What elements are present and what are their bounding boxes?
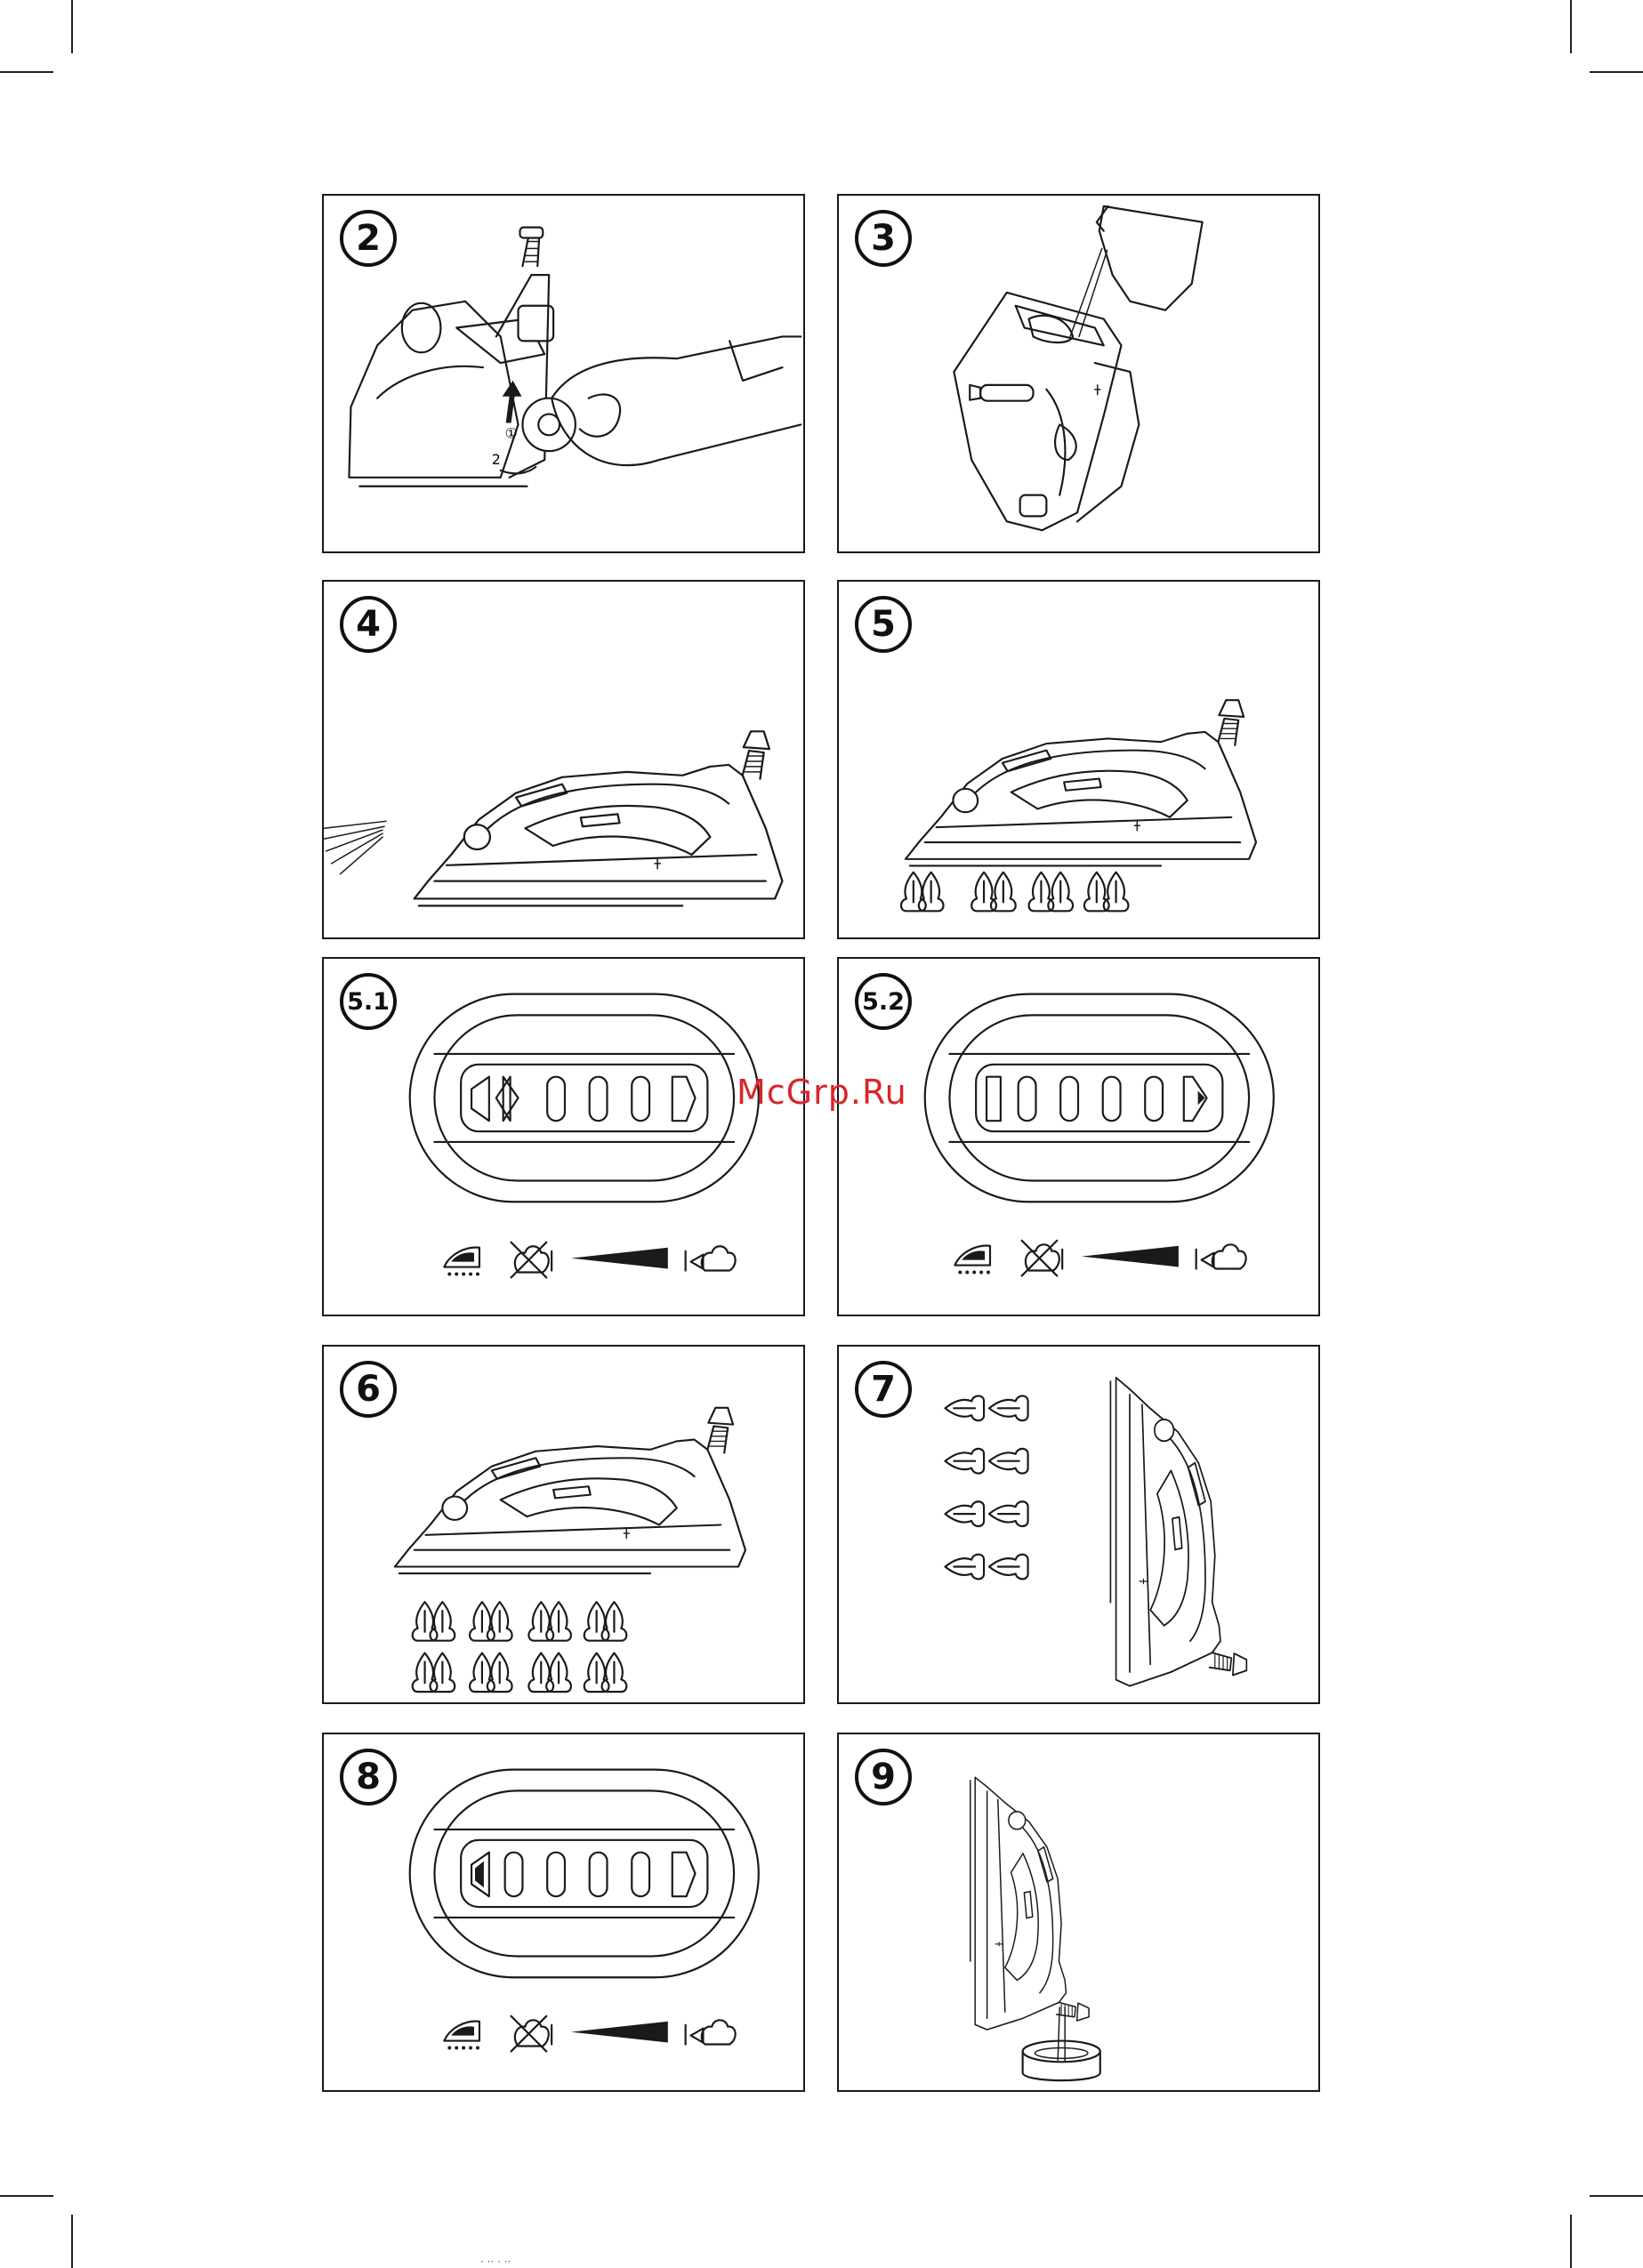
step-number: 5.2 (862, 987, 905, 1016)
panel-step-5-1 (322, 957, 805, 1316)
crop-mark (1570, 0, 1572, 53)
step-number-badge (340, 596, 397, 653)
step-number: 4 (356, 604, 381, 645)
step-number-badge (855, 1361, 912, 1418)
crop-mark (0, 2195, 53, 2197)
step-number: 5.1 (347, 987, 390, 1016)
panel-step-8 (322, 1733, 805, 2092)
steam-dial-off-illustration (324, 1734, 803, 2090)
step-number: 3 (871, 218, 896, 259)
crop-mark (71, 0, 73, 53)
step-number: 8 (356, 1757, 381, 1798)
crop-mark (0, 71, 53, 73)
step-number-badge (340, 1361, 397, 1418)
step-number-badge (855, 1749, 912, 1806)
step-number-badge (340, 1749, 397, 1806)
step-number-badge (340, 210, 397, 267)
panel-step-3 (837, 194, 1320, 553)
self-clean-illustration (839, 1734, 1318, 2090)
panel-step-5-2 (837, 957, 1320, 1316)
steam-dial-minimum-illustration (324, 959, 803, 1315)
crop-mark (1570, 2215, 1572, 2268)
iron-steam-illustration (839, 582, 1318, 937)
iron-detach-illustration (324, 196, 803, 551)
steam-dial-maximum-illustration (839, 959, 1318, 1315)
panel-step-2 (322, 194, 805, 553)
vertical-steam-illustration (839, 1347, 1318, 1702)
crop-mark (1590, 71, 1643, 73)
crop-mark (1590, 2195, 1643, 2197)
step-number-badge (855, 973, 912, 1030)
panel-step-9 (837, 1733, 1320, 2092)
step-number-badge (340, 973, 397, 1030)
step-number: 9 (871, 1757, 896, 1798)
print-footer: · ·· · ·· (480, 2256, 511, 2268)
step-number: 5 (871, 604, 896, 645)
watermark: McGrp.Ru (737, 1073, 907, 1112)
step-number: 7 (871, 1369, 896, 1410)
iron-shot-of-steam-illustration (324, 1347, 803, 1702)
step-number: 6 (356, 1369, 381, 1410)
filling-water-illustration (839, 196, 1318, 551)
iron-spray-illustration (324, 582, 803, 937)
marker-first: ① (504, 424, 518, 442)
panel-step-7 (837, 1345, 1320, 1704)
panel-step-6 (322, 1345, 805, 1704)
step-number-badge (855, 596, 912, 653)
step-number: 2 (356, 218, 381, 259)
marker-second: 2 (491, 450, 501, 468)
panel-step-5 (837, 580, 1320, 939)
panel-step-4 (322, 580, 805, 939)
crop-mark (71, 2215, 73, 2268)
step-number-badge (855, 210, 912, 267)
